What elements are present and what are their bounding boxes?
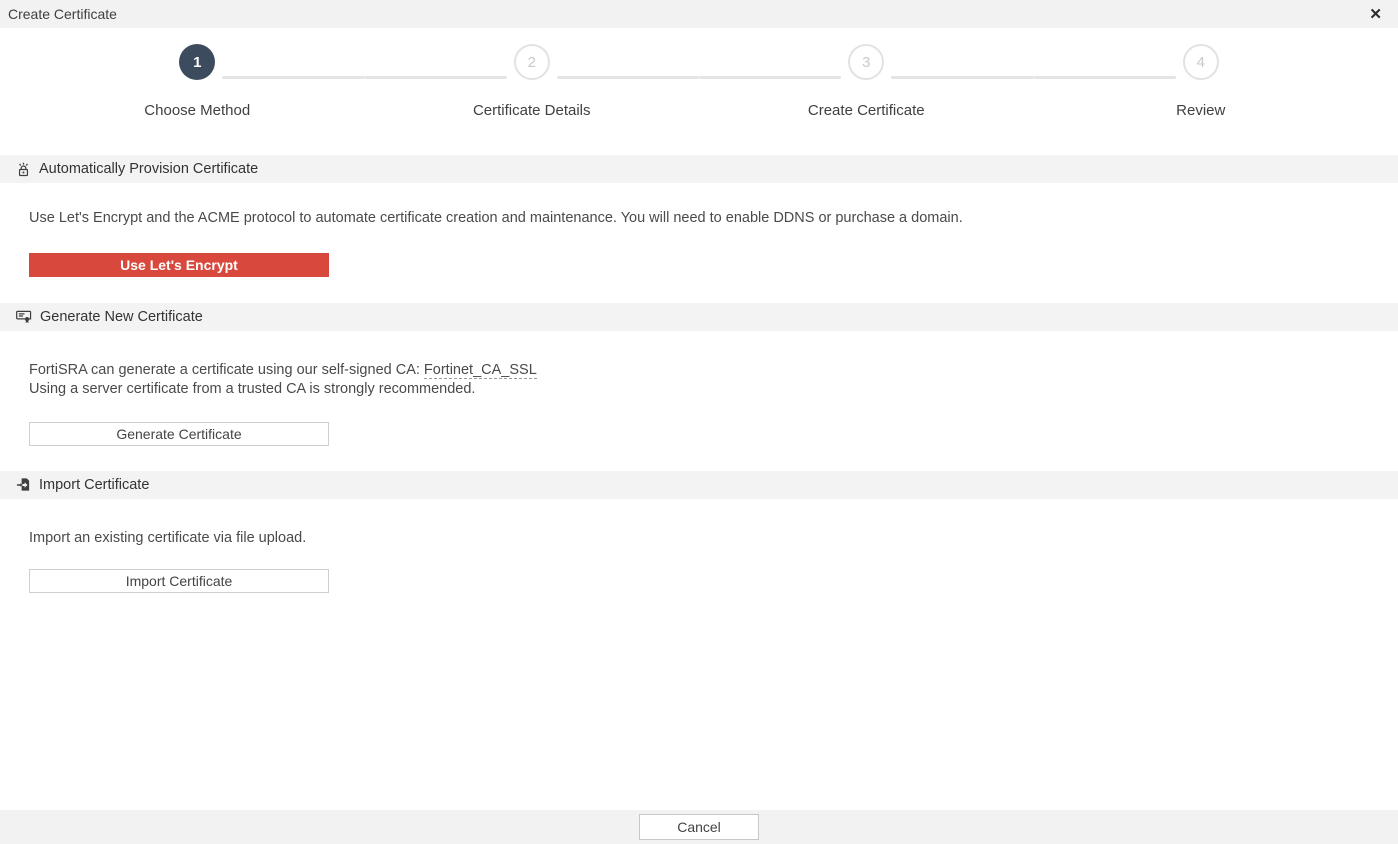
auto-provision-lock-icon xyxy=(16,162,31,177)
step-create-certificate xyxy=(699,44,1034,155)
step-1-circle: 1 xyxy=(179,44,215,80)
import-file-icon xyxy=(16,477,31,492)
step-3-label: Create Certificate xyxy=(807,102,925,119)
section-title-generate: Generate New Certificate xyxy=(40,308,203,325)
step-certificate-details xyxy=(365,44,700,155)
section-title-auto-provision: Automatically Provision Certificate xyxy=(39,161,259,177)
section-header-auto-provision xyxy=(0,155,1398,183)
generate-description-prefix: FortiSRA can generate a certificate using our self-signed CA: xyxy=(29,361,424,378)
section-header-import xyxy=(0,471,1398,499)
use-lets-encrypt-button[interactable]: Use Let's Encrypt xyxy=(29,253,329,277)
generate-description xyxy=(29,361,1398,400)
section-body-import xyxy=(0,529,1398,594)
section-header-generate xyxy=(0,303,1398,331)
close-icon[interactable]: ✕ xyxy=(1363,5,1388,24)
dialog-titlebar xyxy=(0,0,1398,28)
step-choose-method xyxy=(30,44,365,155)
dialog-footer xyxy=(0,810,1398,844)
step-4-circle: 4 xyxy=(1183,44,1219,80)
certificate-seal-icon xyxy=(16,309,32,324)
import-certificate-button[interactable]: Import Certificate xyxy=(29,569,329,593)
dialog-title: Create Certificate xyxy=(8,6,117,22)
wizard-stepper xyxy=(0,28,1398,155)
generate-description-line2: Using a server certificate from a trusted CA is strongly recommended. xyxy=(29,381,476,397)
step-3-circle: 3 xyxy=(848,44,884,80)
import-description: Import an existing certificate via file upload. xyxy=(29,529,307,546)
section-title-import: Import Certificate xyxy=(39,476,150,493)
fortinet-ca-ssl-link[interactable]: Fortinet_CA_SSL xyxy=(423,361,537,378)
step-2-label: Certificate Details xyxy=(472,102,591,119)
cancel-button[interactable]: Cancel xyxy=(639,814,759,840)
step-4-label: Review xyxy=(1176,102,1226,119)
section-body-generate xyxy=(0,361,1398,446)
section-body-auto-provision xyxy=(0,209,1398,277)
step-1-label: Choose Method xyxy=(144,102,251,119)
step-review xyxy=(1034,44,1369,155)
generate-certificate-button[interactable]: Generate Certificate xyxy=(29,422,329,446)
auto-provision-description: Use Let's Encrypt and the ACME protocol to automate certificate creation and maintenance. You will need to enable DDNS or purchase a domain. xyxy=(29,210,963,226)
step-2-circle: 2 xyxy=(514,44,550,80)
